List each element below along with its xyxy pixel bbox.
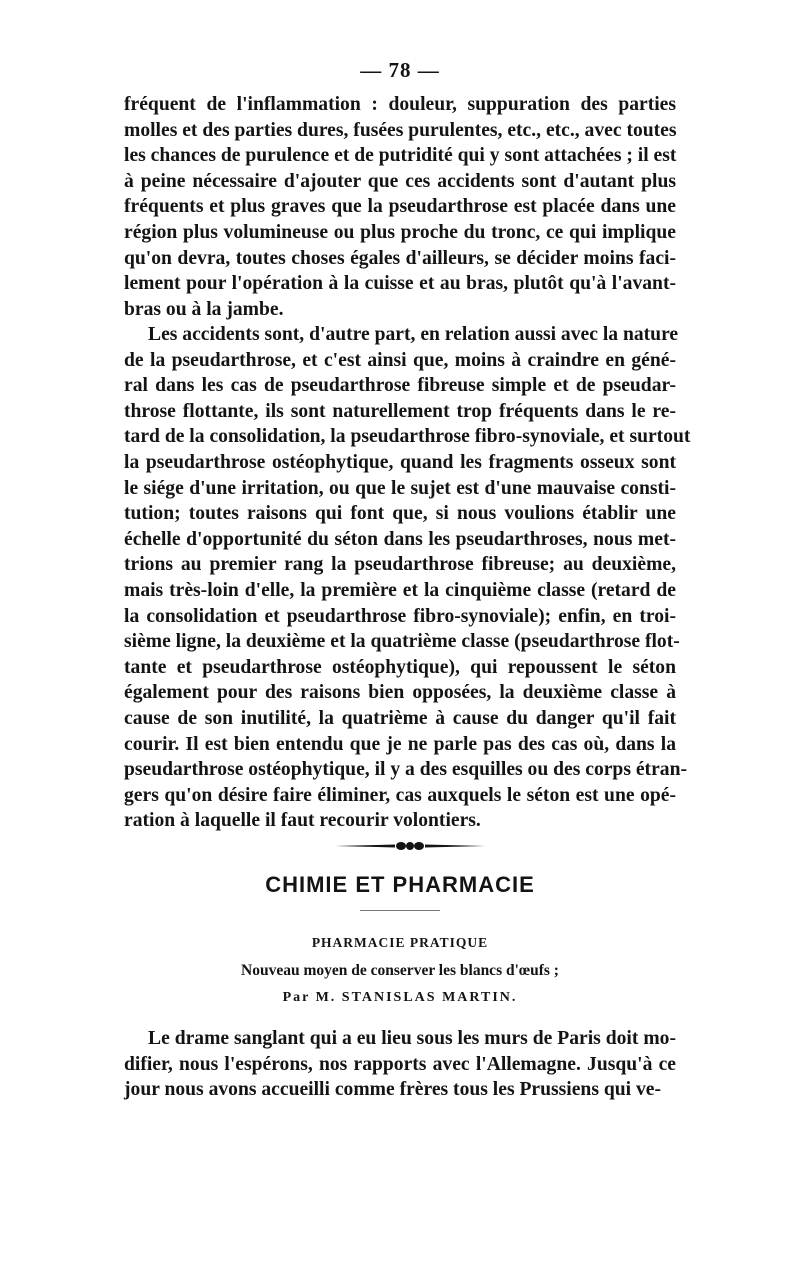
paragraph-3: [124, 1026, 676, 1103]
paragraph-1: [124, 92, 676, 322]
text-line: ration à laquelle il faut recourir volontiers.: [124, 810, 481, 832]
text-line: région plus volumineuse ou plus proche du tronc, ce qui implique: [124, 221, 676, 243]
text-line: échelle d'opportunité du séton dans les pseudarthroses, nous met-: [124, 528, 676, 550]
text-line: la consolidation et pseudarthrose fibro-synoviale); enfin, en troi-: [124, 605, 676, 627]
subsection-heading: PHARMACIE PRATIQUE: [311, 935, 489, 950]
text-line: throse flottante, ils sont naturellement trop fréquents dans le re-: [124, 400, 676, 422]
text-line: cause de son inutilité, la quatrième à cause du danger qu'il fait: [124, 707, 676, 729]
text-line: à peine nécessaire d'ajouter que ces accidents sont d'autant plus: [124, 170, 676, 192]
text-line: trions au premier rang la pseudarthrose fibreuse; au deuxième,: [124, 554, 676, 576]
text-line: la pseudarthrose ostéophytique, quand les fragments osseux sont: [124, 451, 676, 473]
paragraph-2: [124, 322, 691, 834]
text-line: Le drame sanglant qui a eu lieu sous les murs de Paris doit mo-: [148, 1028, 676, 1049]
text-line: ral dans les cas de pseudarthrose fibreuse simple et de pseudar-: [124, 375, 676, 397]
text-line: molles et des parties dures, fusées purulentes, etc., etc., avec toutes: [124, 119, 677, 141]
article-title: Nouveau moyen de conserver les blancs d'œufs ;: [241, 962, 559, 979]
text-line: jour nous avons accueilli comme frères tous les Prussiens qui ve-: [124, 1079, 661, 1101]
text-line: sième ligne, la deuxième et la quatrième classe (pseudarthrose flot-: [124, 631, 680, 653]
text-line: également pour des raisons bien opposées, la deuxième classe à: [124, 682, 676, 704]
text-line: fréquent de l'inflammation : douleur, suppuration des parties: [124, 94, 676, 115]
text-line: difier, nous l'espérons, nos rapports avec l'Allemagne. Jusqu'à ce: [124, 1053, 676, 1075]
text-line: tution; toutes raisons qui font que, si nous voulions établir une: [124, 503, 676, 525]
text-line: mais très-loin d'elle, la première et la cinquième classe (retard de: [124, 579, 676, 601]
text-line: bras ou à la jambe.: [124, 298, 284, 320]
text-line: courir. Il est bien entendu que je ne parle pas des cas où, dans la: [124, 733, 676, 755]
text-line: gers qu'on désire faire éliminer, cas auxquels le séton est une opé-: [124, 784, 676, 806]
text-line: les chances de purulence et de putridité qui y sont attachées ; il est: [124, 145, 677, 167]
text-line: fréquents et plus graves que la pseudarthrose est placée dans une: [124, 196, 676, 218]
section-divider-ornament: [335, 840, 485, 852]
section-rule: [360, 910, 440, 911]
text-line: tante et pseudarthrose ostéophytique), qui repoussent le séton: [124, 656, 676, 678]
text-line: pseudarthrose ostéophytique, il y a des esquilles ou des corps étran-: [124, 759, 687, 781]
section-title: CHIMIE ET PHARMACIE: [265, 872, 535, 897]
text-line: de la pseudarthrose, et c'est ainsi que, moins à craindre en géné-: [124, 349, 676, 371]
text-line: lement pour l'opération à la cuisse et au bras, plutôt qu'à l'avant-: [124, 273, 676, 295]
text-line: tard de la consolidation, la pseudarthrose fibro-synoviale, et surtout: [124, 426, 691, 448]
page-number: — 78 —: [360, 58, 440, 82]
text-line: le siége d'une irritation, ou que le sujet est d'une mauvaise consti-: [124, 477, 676, 499]
article-byline: Par M. STANISLAS MARTIN.: [282, 990, 518, 1005]
text-line: qu'on devra, toutes choses égales d'ailleurs, se décider moins faci-: [124, 247, 676, 269]
text-line: Les accidents sont, d'autre part, en relation aussi avec la nature: [148, 324, 679, 345]
